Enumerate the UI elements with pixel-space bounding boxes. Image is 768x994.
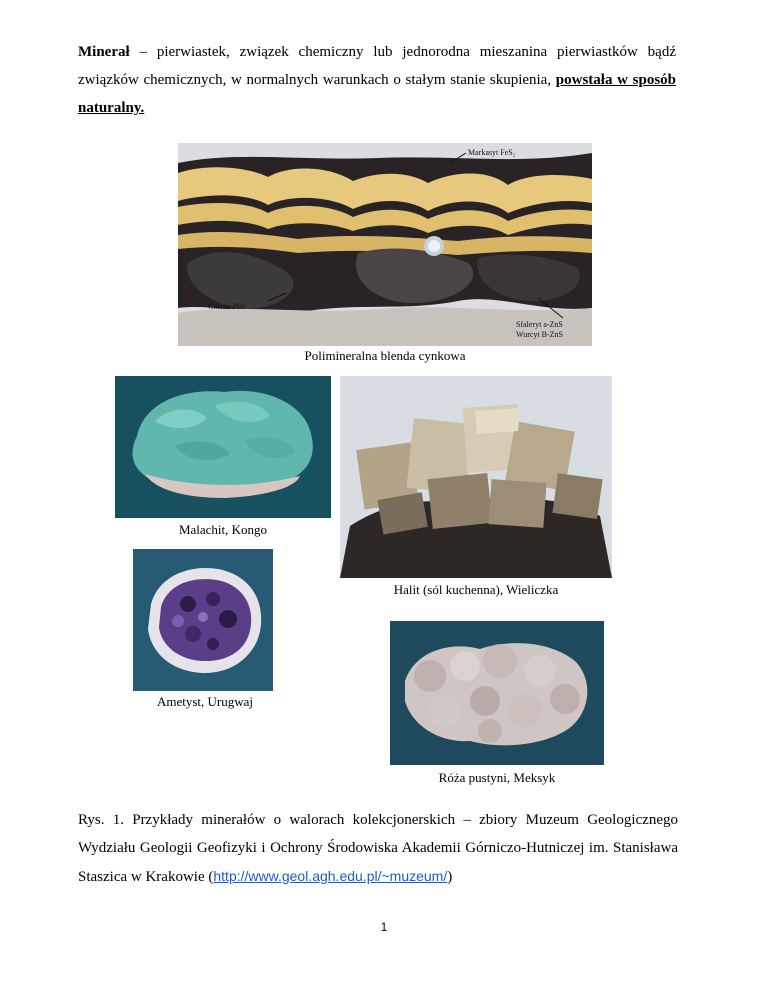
mineral-definition	[78, 38, 676, 122]
label-wurcyt: Wurcyt B-ZnS	[516, 330, 564, 339]
definition-term: Minerał	[78, 44, 130, 60]
blende-caption: Polimineralna blenda cynkowa	[304, 348, 466, 363]
figure-caption-suffix: )	[447, 869, 453, 885]
desert-rose-photo	[390, 621, 604, 765]
malachite-caption: Malachit, Kongo	[178, 522, 268, 537]
figure-caption	[78, 806, 678, 891]
label-markasyt: Markasyt FeS₂	[468, 148, 516, 157]
label-galena: Galena PbS	[208, 302, 246, 311]
museum-link[interactable]: http://www.geol.agh.edu.pl/~muzeum/	[213, 868, 448, 884]
desert-rose-caption: Róża pustyni, Meksyk	[438, 770, 556, 785]
amethyst-caption: Ametyst, Urugwaj	[156, 694, 254, 709]
label-sfaleryt: Sfaleryt a-ZnS	[516, 320, 563, 329]
definition-emphasis: powstała w sposób naturalny.	[78, 72, 677, 116]
halite-caption: Halit (sól kuchenna), Wieliczka	[393, 582, 559, 597]
malachite-photo	[115, 376, 331, 518]
page-number: 1	[380, 920, 388, 934]
definition-body: – pierwiastek, związek chemiczny lub jednorodna mieszanina pierwiastków bądź związków chemicznych, w normalnych warunkach o stałym stanie skupienia,	[78, 44, 676, 88]
blende-photo	[178, 143, 592, 346]
amethyst-photo	[133, 549, 273, 691]
figure-caption-text: Rys. 1. Przykłady minerałów o walorach kolekcjonerskich – zbiory Muzeum Geologicznego Wydziału Geologii Geofizyki i Ochrony Środowiska Akademii Górniczo-Hutniczej im. Stanisława Staszica w Krakowie (	[78, 812, 678, 885]
halite-photo	[340, 376, 612, 578]
